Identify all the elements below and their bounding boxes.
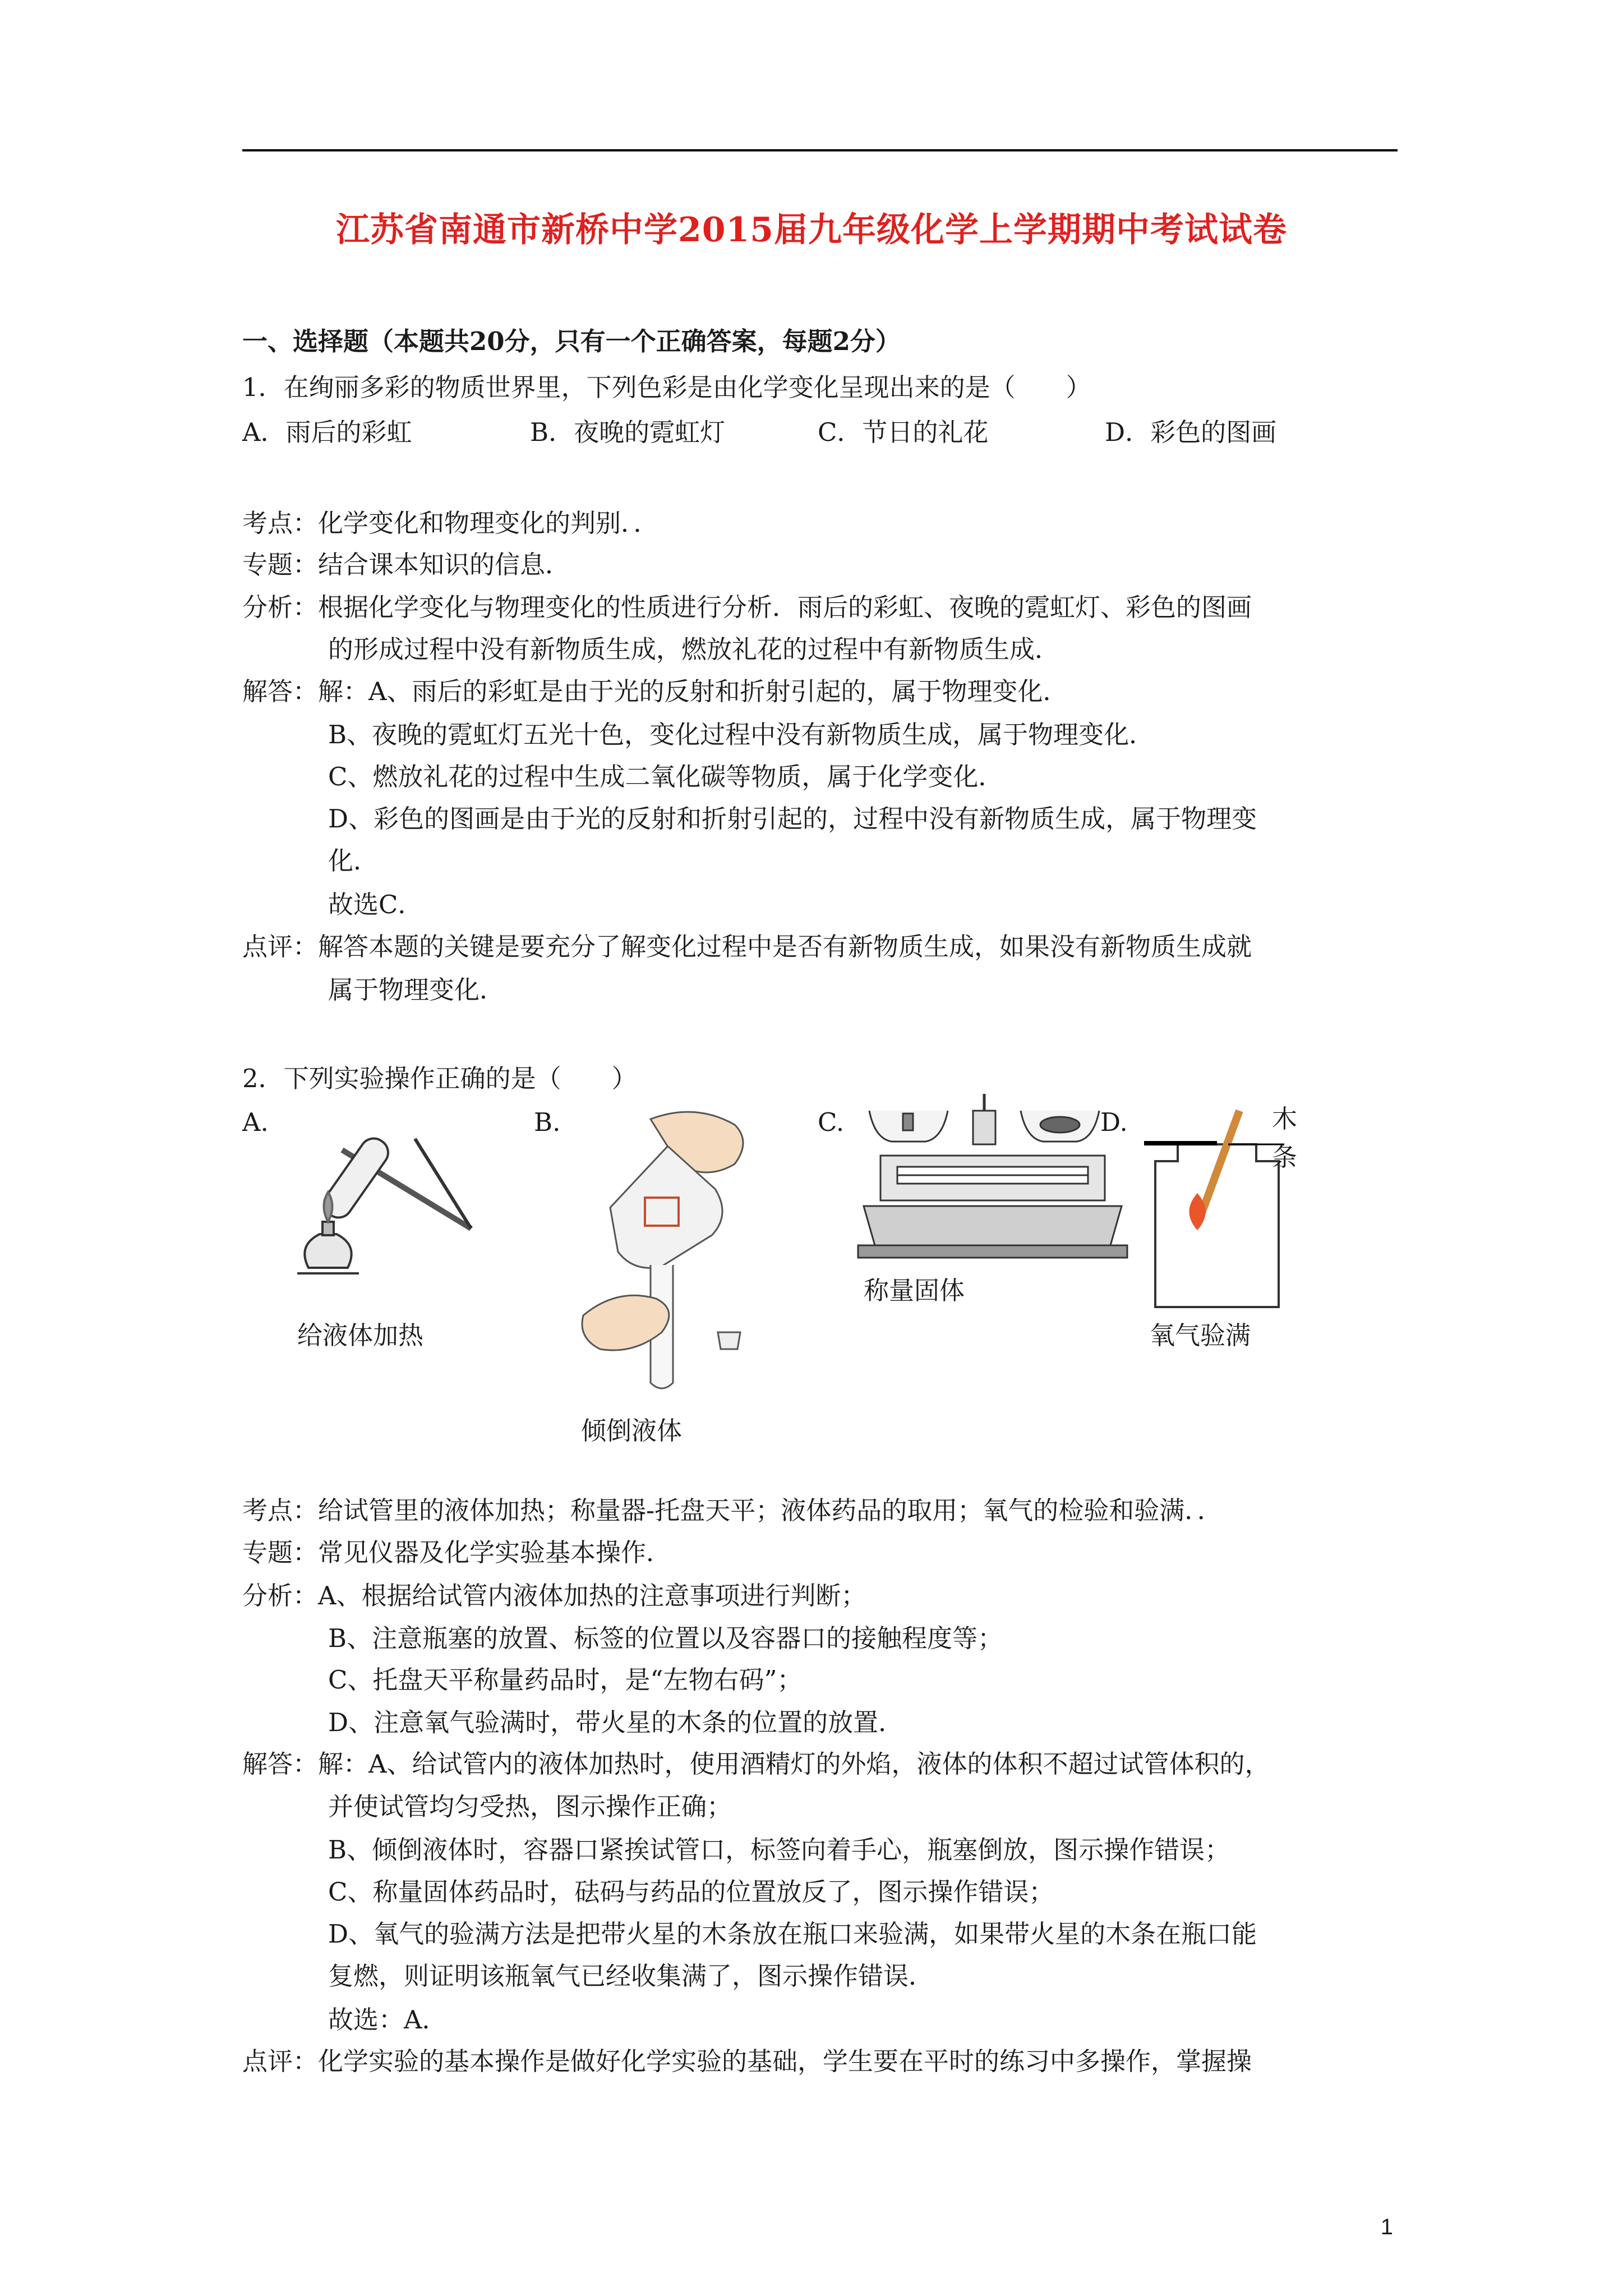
section-heading: 一、选择题（本题共20分，只有一个正确答案，每题2分） — [242, 326, 901, 356]
page-title: 江苏省南通市新桥中学2015届九年级化学上学期期中考试试卷 — [336, 210, 1287, 250]
q1-jieda-line: 解答：解：A、雨后的彩虹是由于光的反射和折射引起的，属于物理变化． — [242, 677, 1068, 706]
q1-option-d: D．彩色的图画 — [1105, 417, 1277, 447]
caption-weighing-solid: 称量固体 — [864, 1276, 965, 1305]
q2-zhuanti: 专题：常见仪器及化学实验基本操作． — [242, 1538, 672, 1567]
q1-jieda-line: B、夜晚的霓虹灯五光十色，变化过程中没有新物质生成，属于物理变化． — [328, 720, 1155, 749]
q1-fenxi-line: 分析：根据化学变化与物理变化的性质进行分析．雨后的彩虹、夜晚的霓虹灯、彩色的图画 — [242, 592, 1252, 622]
q2-option-a-label: A. — [242, 1107, 269, 1137]
q2-fenxi-line: 分析：A、根据给试管内液体加热的注意事项进行判断； — [242, 1581, 866, 1611]
caption-heating-liquid: 给液体加热 — [297, 1320, 424, 1350]
q2-jieda-line: 复燃，则证明该瓶氧气已经收集满了，图示操作错误． — [328, 1961, 934, 1991]
page-number: 1 — [1380, 2215, 1393, 2239]
header-rule — [242, 149, 1398, 151]
q2-option-c-label: C. — [818, 1107, 845, 1137]
q1-option-b: B．夜晚的霓虹灯 — [530, 417, 726, 447]
wood-label-char: 木 — [1272, 1104, 1298, 1134]
q1-option-c: C．节日的礼花 — [818, 417, 989, 447]
q2-jieda-line: 故选：A． — [328, 2005, 448, 2035]
q2-jieda-line: 解答：解：A、给试管内的液体加热时，使用酒精灯的外焰，液体的体积不超过试管体积的， — [242, 1749, 1270, 1779]
q1-jieda-line: 化． — [328, 846, 379, 876]
q1-jieda-line: 故选C． — [328, 890, 423, 919]
oxygen-test-figure — [1144, 1105, 1312, 1307]
q1-kaodian: 考点：化学变化和物理变化的判别．． — [242, 508, 659, 538]
q2-jieda-line: B、倾倒液体时，容器口紧挨试管口，标签向着手心，瓶塞倒放，图示操作错误； — [328, 1835, 1230, 1865]
pouring-liquid-figure — [566, 1097, 802, 1388]
q1-option-a: A．雨后的彩虹 — [242, 417, 412, 447]
q2-fenxi-line: D、注意氧气验满时，带火星的木条的位置的放置． — [328, 1708, 904, 1737]
q2-option-b-label: B. — [534, 1107, 561, 1137]
q2-kaodian: 考点：给试管里的液体加热；称量器-托盘天平；液体药品的取用；氧气的检验和验满．． — [242, 1496, 1223, 1525]
heating-liquid-figure — [275, 1094, 488, 1296]
q2-stem: 2．下列实验操作正确的是（ ） — [242, 1064, 637, 1093]
q2-fenxi-line: B、注意瓶塞的放置、标签的位置以及容器口的接触程度等； — [328, 1623, 1003, 1653]
q2-jieda-line: 并使试管均匀受热，图示操作正确； — [328, 1792, 732, 1821]
q1-dianping-line: 属于物理变化． — [328, 975, 505, 1005]
q1-jieda-line: C、燃放礼花的过程中生成二氧化碳等物质，属于化学变化． — [328, 762, 1004, 792]
q2-option-d-label: D. — [1100, 1107, 1128, 1137]
q2-dianping-line: 点评：化学实验的基本操作是做好化学实验的基础，学生要在平时的练习中多操作，掌握操 — [242, 2046, 1252, 2076]
balance-figure — [858, 1099, 1127, 1268]
wood-label-char: 条 — [1272, 1142, 1298, 1172]
q1-dianping-line: 点评：解答本题的关键是要充分了解变化过程中是否有新物质生成，如果没有新物质生成就 — [242, 932, 1252, 961]
q2-jieda-line: C、称量固体药品时，砝码与药品的位置放反了，图示操作错误； — [328, 1877, 1054, 1907]
q2-jieda-line: D、氧气的验满方法是把带火星的木条放在瓶口来验满，如果带火星的木条在瓶口能 — [328, 1919, 1257, 1949]
q1-fenxi-line: 的形成过程中没有新物质生成，燃放礼花的过程中有新物质生成． — [328, 634, 1061, 664]
q2-fenxi-line: C、托盘天平称量药品时，是“左物右码”； — [328, 1665, 803, 1695]
q1-zhuanti: 专题：结合课本知识的信息． — [242, 550, 571, 579]
q1-stem: 1．在绚丽多彩的物质世界里，下列色彩是由化学变化呈现出来的是（ ） — [242, 372, 1091, 402]
caption-oxygen-test: 氧气验满 — [1150, 1320, 1251, 1350]
caption-pouring-liquid: 倾倒液体 — [581, 1416, 683, 1446]
q1-jieda-line: D、彩色的图画是由于光的反射和折射引起的，过程中没有新物质生成，属于物理变 — [328, 804, 1257, 834]
